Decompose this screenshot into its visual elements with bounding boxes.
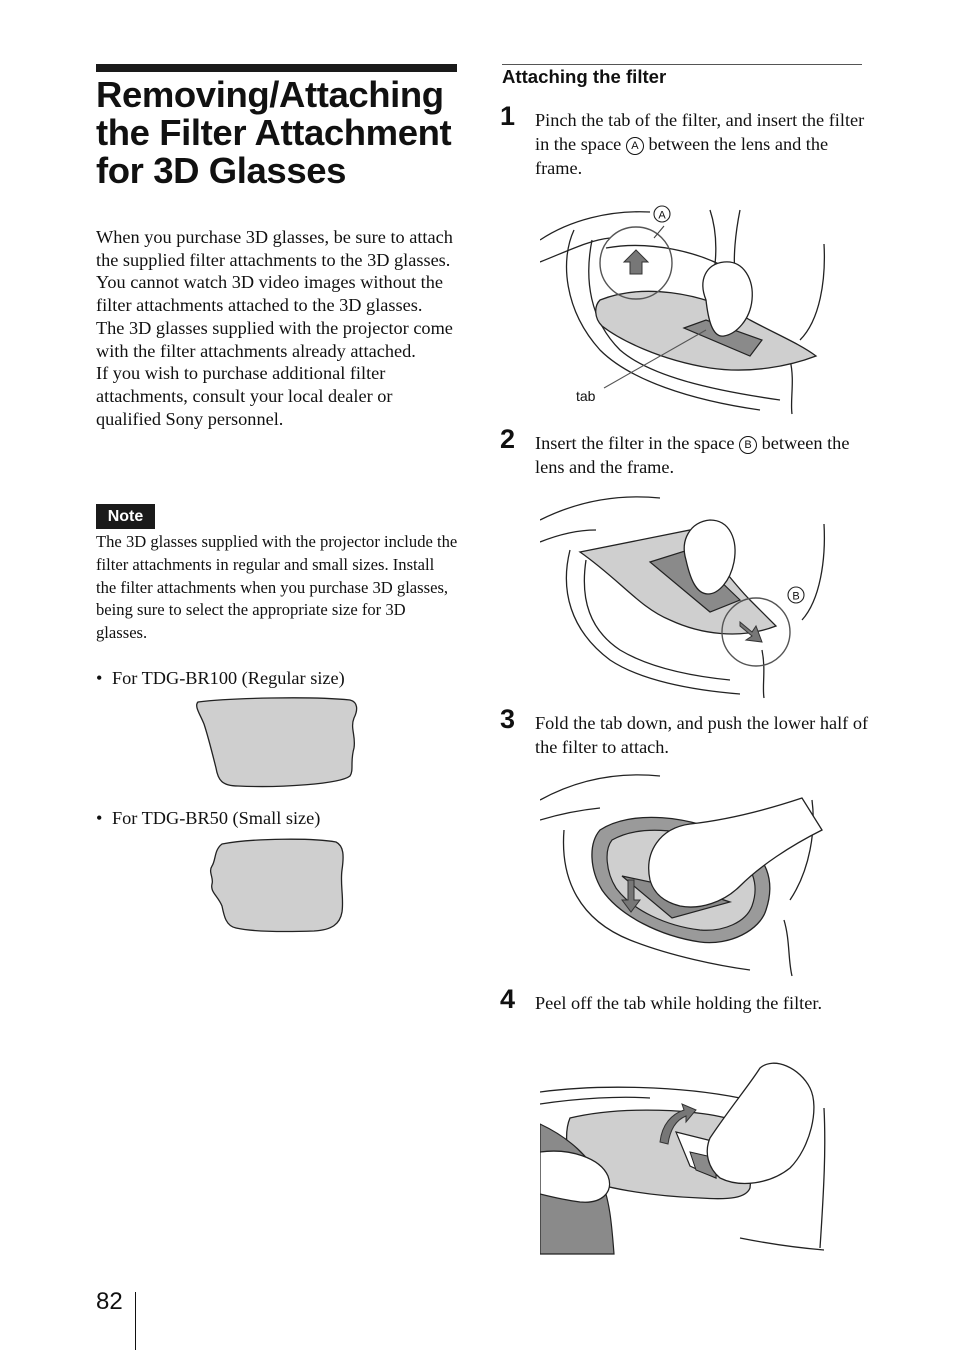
step-4-text: Peel off the tab while holding the filter.	[535, 993, 823, 1013]
intro-text	[96, 226, 458, 430]
step-2-illustration	[540, 490, 830, 700]
bullet-text: For TDG-BR100 (Regular size)	[112, 668, 345, 688]
intro-paragraph-3: If you wish to purchase additional filter attachments, consult your local dealer or qualified Sony personnel.	[96, 363, 393, 429]
page-number: 82	[96, 1288, 123, 1315]
step-4-number: 4	[500, 984, 516, 1014]
space-a-marker: A	[626, 137, 644, 155]
section-heading: Attaching the filter	[502, 66, 667, 87]
intro-paragraph-2: The 3D glasses supplied with the projector come with the filter attachments already attached.	[96, 317, 453, 361]
step-1-illustration	[540, 200, 830, 416]
step-2-text	[535, 431, 870, 479]
regular-filter-shape	[197, 698, 357, 787]
arrow-up-icon	[624, 250, 648, 274]
note-badge: Note	[96, 504, 155, 529]
step-2-text-a: Insert the filter in the space	[535, 433, 740, 453]
step-4-illustration	[540, 1048, 830, 1256]
intro-paragraph-1: When you purchase 3D glasses, be sure to attach the supplied filter attachments to the 3D glasses. You cannot watch 3D video images without the filter attachments attached to the 3D glasses.	[96, 227, 453, 316]
step-2-text-b: between the lens and the frame.	[535, 433, 850, 477]
page-title	[96, 76, 466, 190]
bullet-marker: •	[96, 808, 103, 828]
step-1-number: 1	[500, 101, 516, 131]
page-number-rule	[135, 1292, 136, 1350]
step-2-number: 2	[500, 424, 516, 454]
title-bar	[96, 64, 457, 72]
bullet-text: For TDG-BR50 (Small size)	[112, 808, 321, 828]
step-3-number: 3	[500, 704, 516, 734]
title-line-2: the Filter Attachment	[96, 112, 452, 153]
title-line-3: for 3D Glasses	[96, 150, 347, 191]
peeling-hand	[707, 1063, 814, 1183]
small-filter-shape	[211, 839, 344, 931]
step-1-text	[535, 108, 870, 180]
space-b-marker: B	[739, 436, 757, 454]
step-3-text: Fold the tab down, and push the lower half of the filter to attach.	[535, 713, 869, 757]
step-3-illustration	[540, 770, 830, 978]
small-filter-illustration	[204, 836, 350, 936]
step-1-text-b: between the lens and the frame.	[535, 134, 829, 178]
label-a-text: A	[658, 209, 666, 222]
note-text: The 3D glasses supplied with the projector include the filter attachments in regular and small sizes. Install the filter attachments when you purchase 3D glasses, being sure to select the appropriate size for 3D glasses.	[96, 532, 458, 643]
title-line-1: Removing/Attaching	[96, 74, 444, 115]
step-1-text-a: Pinch the tab of the filter, and insert the filter in the space	[535, 110, 865, 154]
tab-label: tab	[576, 388, 596, 404]
section-rule	[502, 64, 862, 65]
label-b-text: B	[792, 590, 800, 603]
regular-filter-illustration	[190, 696, 365, 792]
bullet-marker: •	[96, 668, 103, 688]
